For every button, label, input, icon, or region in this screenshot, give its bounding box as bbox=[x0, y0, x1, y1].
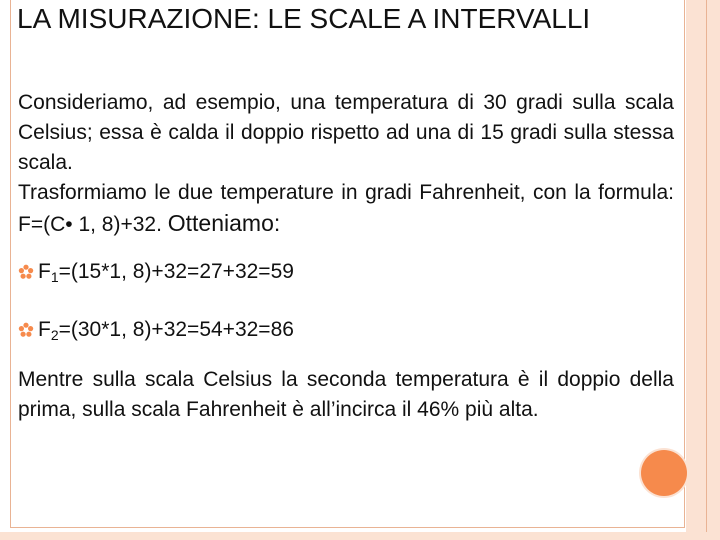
right-frame-band bbox=[686, 0, 720, 540]
closing-paragraph: Mentre sulla scala Celsius la seconda temperatura è il doppio della prima, sulla scala Fahrenheit è all’incirca il 46% più alta. bbox=[18, 368, 674, 421]
intro-formula-start: Trasformiamo le due temperature in gradi Fahrenheit, con la formula: F=(C bbox=[18, 181, 674, 236]
slide-title: LA MISURAZIONE: LE SCALE A INTERVALLI bbox=[17, 3, 591, 34]
formula-subscript: 2 bbox=[50, 327, 59, 343]
bottom-frame-band bbox=[0, 532, 720, 540]
formula-variable: F bbox=[38, 260, 51, 283]
intro-paragraph-1: Consideriamo, ad esempio, una temperatura di 30 gradi sulla scala Celsius; essa è calda il doppio rispetto ad una di 15 gradi sulla stessa scala. bbox=[18, 91, 674, 174]
multiply-dot: • bbox=[65, 213, 73, 236]
formula-expression: =(15*1, 8)+32=27+32=59 bbox=[58, 260, 294, 283]
intro-paragraph-2 bbox=[18, 178, 674, 240]
formula-subscript: 1 bbox=[50, 269, 59, 285]
formula-variable: F bbox=[38, 318, 51, 341]
intro-conclusion: Otteniamo: bbox=[167, 210, 281, 236]
list-item bbox=[18, 315, 668, 350]
intro-text bbox=[18, 88, 674, 240]
formula-list bbox=[18, 257, 668, 373]
flower-bullet-icon bbox=[18, 322, 34, 338]
list-item bbox=[18, 257, 668, 292]
formula-expression: =(30*1, 8)+32=54+32=86 bbox=[58, 318, 294, 341]
intro-formula-end: 1, 8)+32. bbox=[72, 213, 162, 236]
flower-bullet-icon bbox=[18, 264, 34, 280]
orange-circle-decoration bbox=[641, 450, 687, 496]
right-frame-line bbox=[706, 0, 707, 540]
